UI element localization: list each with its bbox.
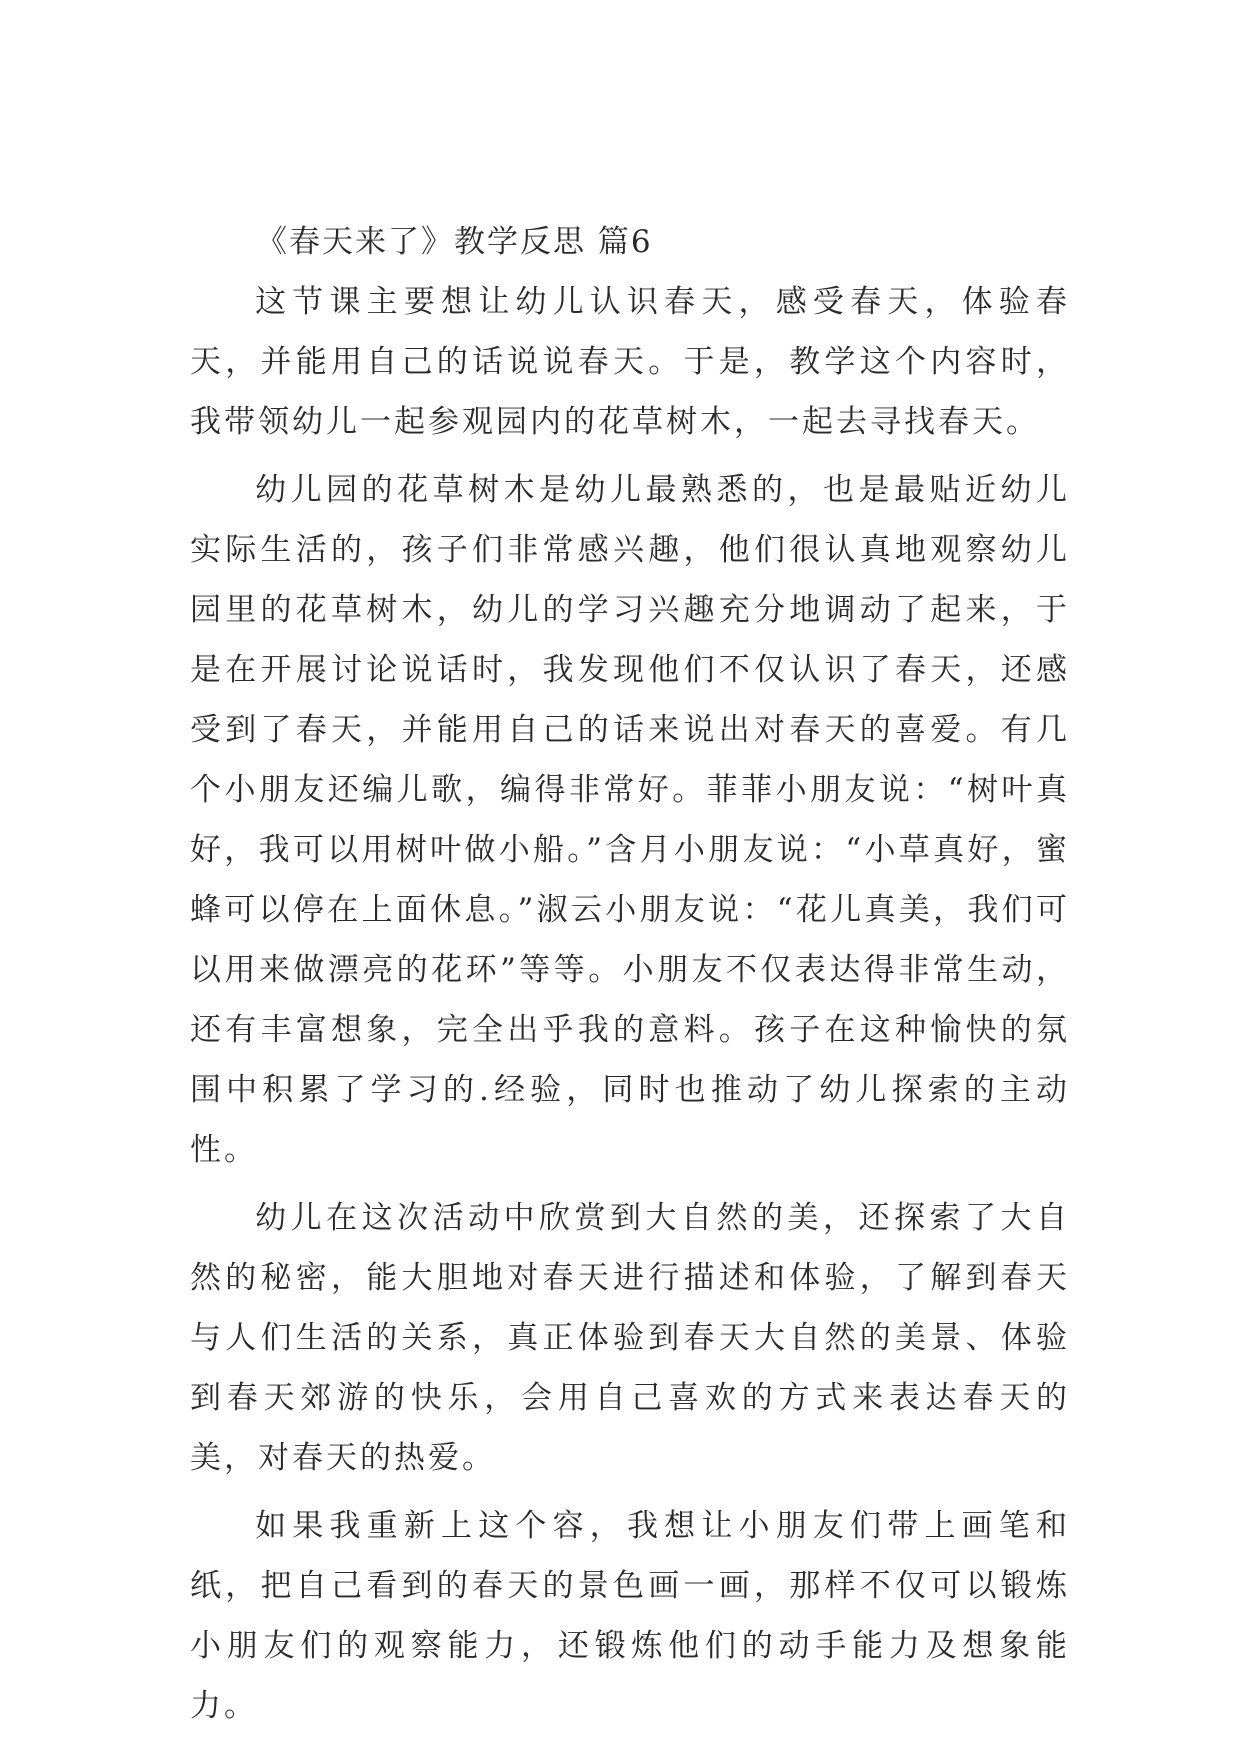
paragraph-3: 幼儿在这次活动中欣赏到大自然的美，还探索了大自然的秘密，能大胆地对春天进行描述和体验，了解到春天与人们生活的关系，真正体验到春天大自然的美景、体验到春天郊游的快乐，会用自己喜欢的方式来表达春天的美，对春天的热爱。: [190, 1200, 1070, 1476]
document-title: 《春天来了》教学反思 篇6: [256, 224, 653, 260]
document-page: [190, 212, 1070, 1744]
paragraph-2: 幼儿园的花草树木是幼儿最熟悉的，也是最贴近幼儿实际生活的，孩子们非常感兴趣，他们很认真地观察幼儿园里的花草树木，幼儿的学习兴趣充分地调动了起来，于是在开展讨论说话时，我发现他们不仅认识了春天，还感受到了春天，并能用自己的话来说出对春天的喜爱。有几个小朋友还编儿歌，编得非常好。菲菲小朋友说：“树叶真好，我可以用树叶做小船。”含月小朋友说：“小草真好，蜜蜂可以停在上面休息。”淑云小朋友说：“花儿真美，我们可以用来做漂亮的花环”等等。小朋友不仅表达得非常生动，还有丰富想象，完全出乎我的意料。孩子在这种愉快的氛围中积累了学习的.经验，同时也推动了幼儿探索的主动性。: [190, 472, 1070, 1168]
paragraph-4: 如果我重新上这个容，我想让小朋友们带上画笔和纸，把自己看到的春天的景色画一画，那样不仅可以锻炼小朋友们的观察能力，还锻炼他们的动手能力及想象能力。: [190, 1508, 1070, 1724]
paragraph-1: 这节课主要想让幼儿认识春天，感受春天，体验春天，并能用自己的话说说春天。于是，教学这个内容时，我带领幼儿一起参观园内的花草树木，一起去寻找春天。: [190, 284, 1070, 440]
